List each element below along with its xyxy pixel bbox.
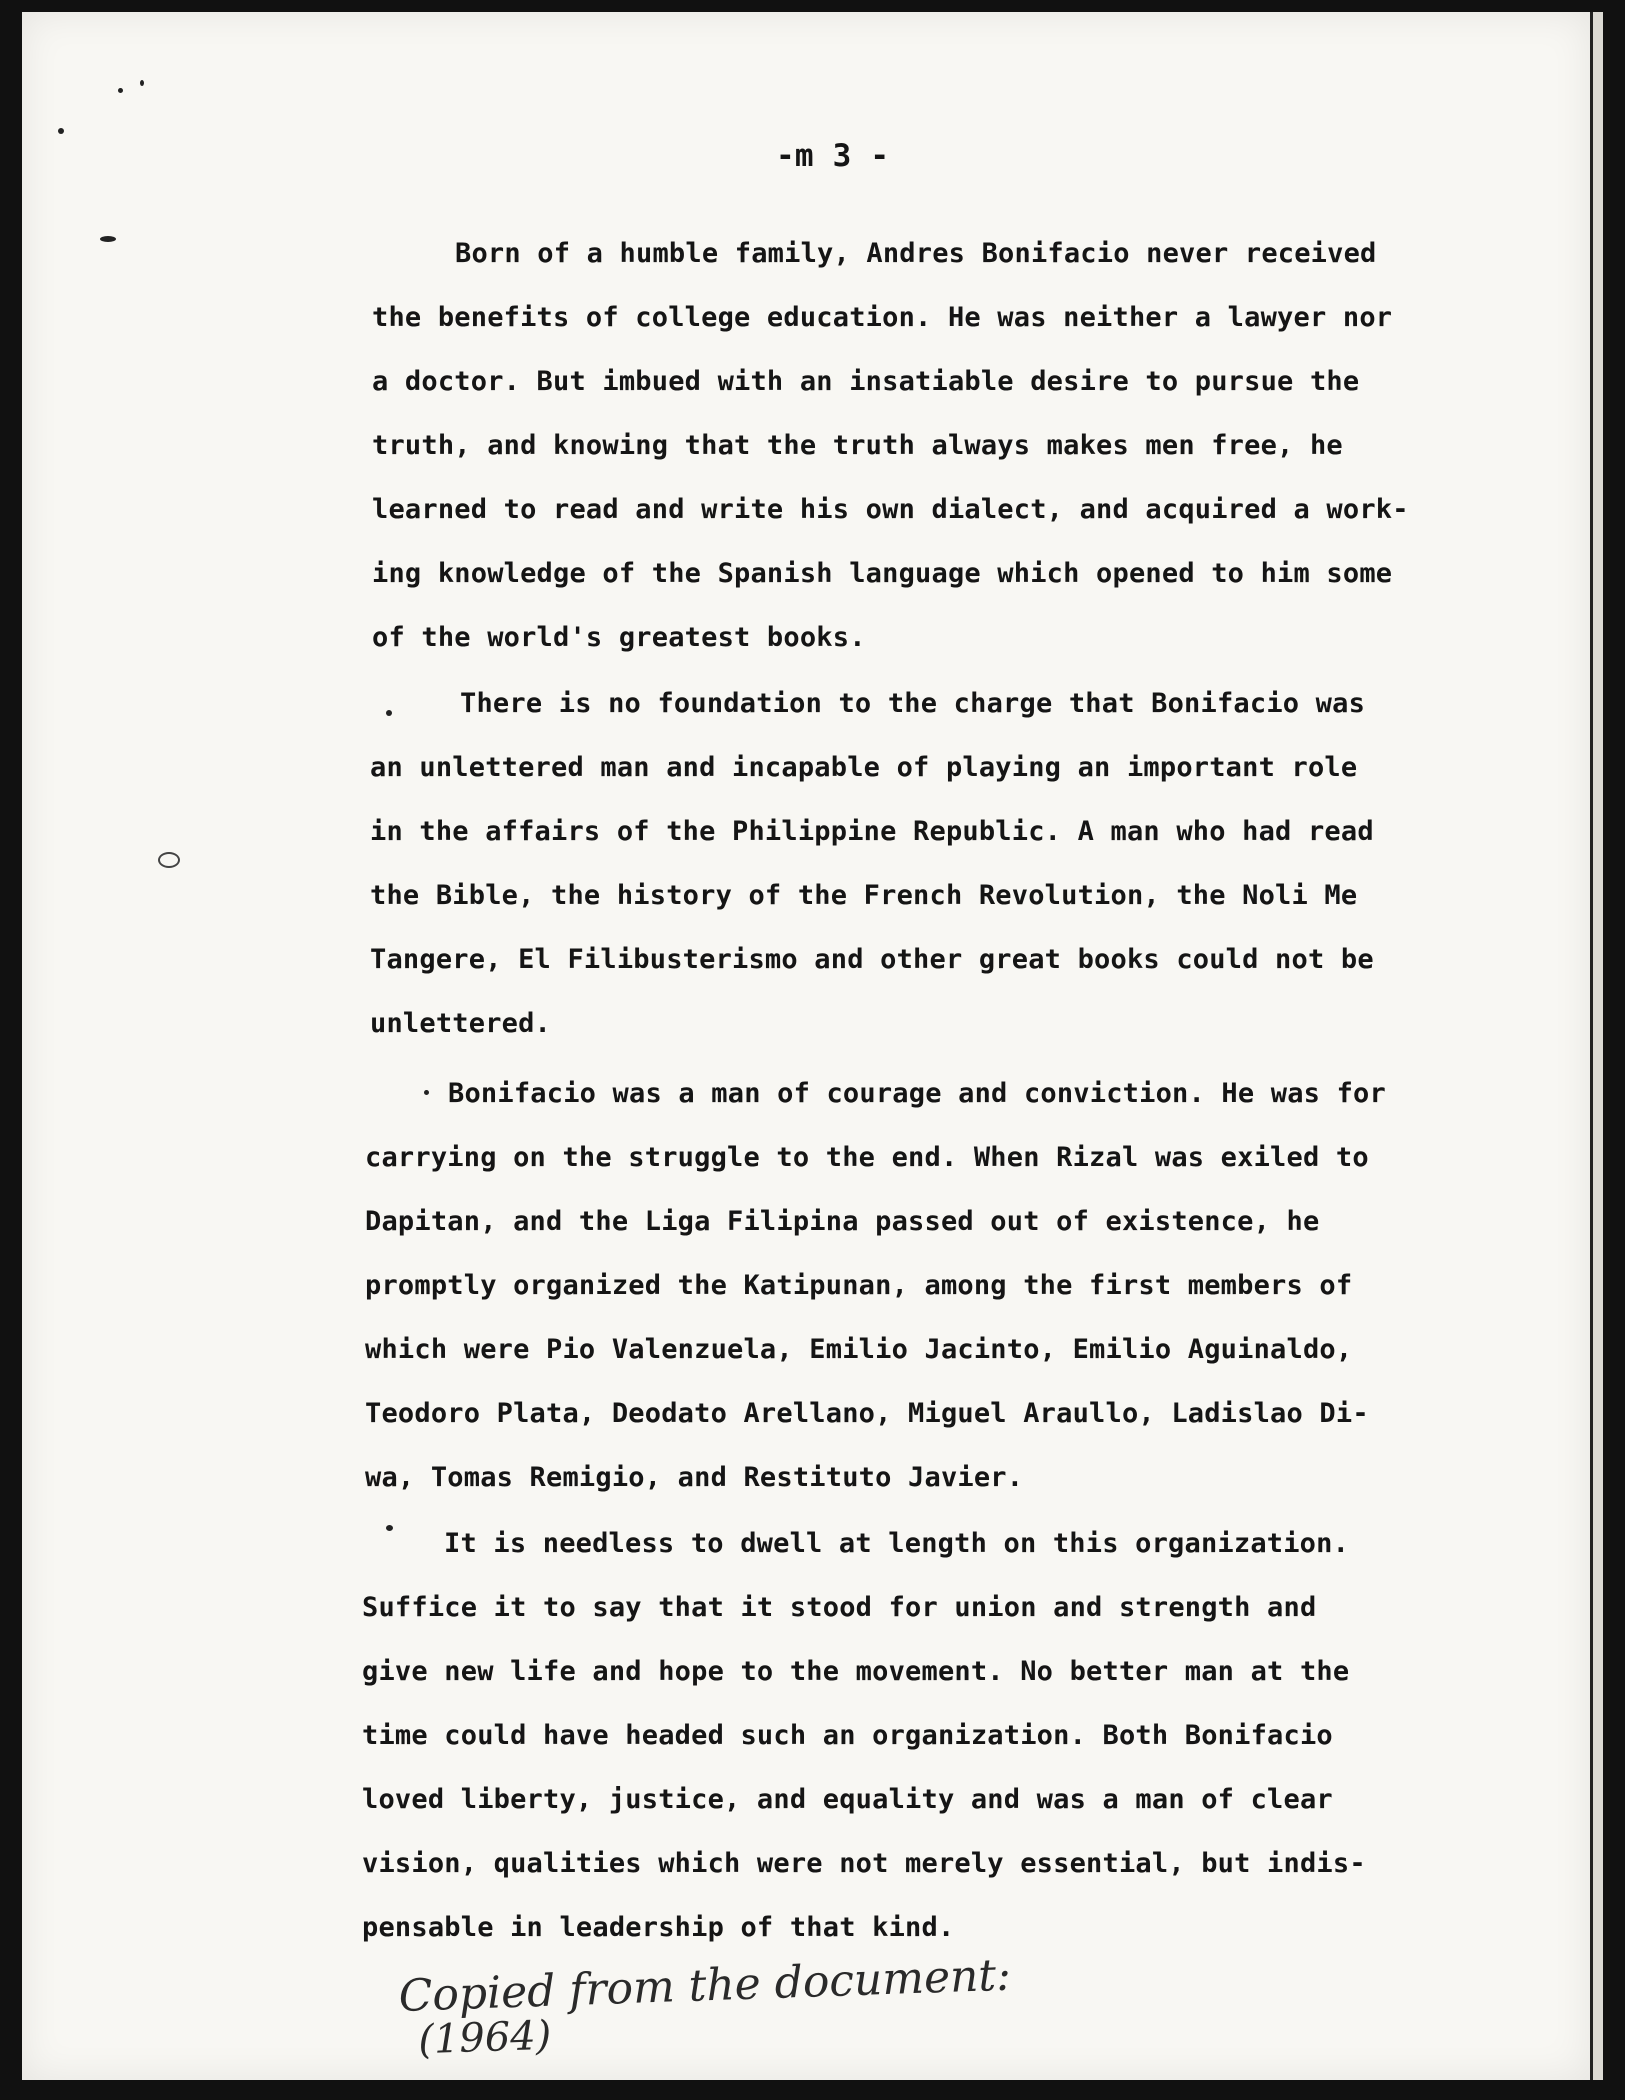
text-line: truth, and knowing that the truth always makes men free, he [372,430,1343,461]
text-line: ing knowledge of the Spanish language which opened to him some [372,558,1393,589]
text-line: a doctor. But imbued with an insatiable desire to pursue the [372,366,1360,397]
text-line: the benefits of college education. He was neither a lawyer nor [372,302,1393,333]
text-line: It is needless to dwell at length on this organization. [444,1528,1350,1559]
scan-speck [158,852,180,868]
scan-speck [58,128,64,134]
text-line: the Bible, the history of the French Revolution, the Noli Me [370,880,1358,911]
handwritten-note-text: Copied from the document: [397,1949,1012,2022]
text-line: learned to read and write his own dialect, and acquired a work- [372,494,1409,525]
text-line: an unlettered man and incapable of playing an important role [370,752,1358,783]
text-line: Born of a humble family, Andres Bonifacio never received [455,238,1377,269]
text-line: loved liberty, justice, and equality and was a man of clear [362,1784,1333,1815]
text-line: carrying on the struggle to the end. When Rizal was exiled to [365,1142,1369,1173]
text-line: There is no foundation to the charge that Bonifacio was [460,688,1366,719]
text-line: Teodoro Plata, Deodato Arellano, Miguel Araullo, Ladislao Di- [365,1398,1369,1429]
text-line: Dapitan, and the Liga Filipina passed out of existence, he [365,1206,1320,1237]
scan-speck [118,88,123,93]
text-line: wa, Tomas Remigio, and Restituto Javier. [365,1462,1024,1493]
text-line: promptly organized the Katipunan, among the first members of [365,1270,1353,1301]
handwritten-note-year: (1964) [417,2012,553,2064]
text-line: time could have headed such an organization. Both Bonifacio [362,1720,1333,1751]
scan-speck [140,80,144,86]
text-line: vision, qualities which were not merely essential, but indis- [362,1848,1366,1879]
text-line: which were Pio Valenzuela, Emilio Jacinto, Emilio Aguinaldo, [365,1334,1353,1365]
page-edge [1590,12,1603,2080]
text-line: in the affairs of the Philippine Republic. A man who had read [370,816,1374,847]
text-line: of the world's greatest books. [372,622,866,653]
body-text [360,0,1420,2000]
text-line: give new life and hope to the movement. No better man at the [362,1656,1350,1687]
text-line: pensable in leadership of that kind. [362,1912,955,1943]
text-line: Tangere, El Filibusterismo and other great books could not be [370,944,1374,975]
text-line: Suffice it to say that it stood for union and strength and [362,1592,1317,1623]
text-line: Bonifacio was a man of courage and conviction. He was for [448,1078,1386,1109]
text-line: unlettered. [370,1008,552,1039]
scan-speck [100,236,116,242]
page-number: -m 3 - [776,138,890,174]
